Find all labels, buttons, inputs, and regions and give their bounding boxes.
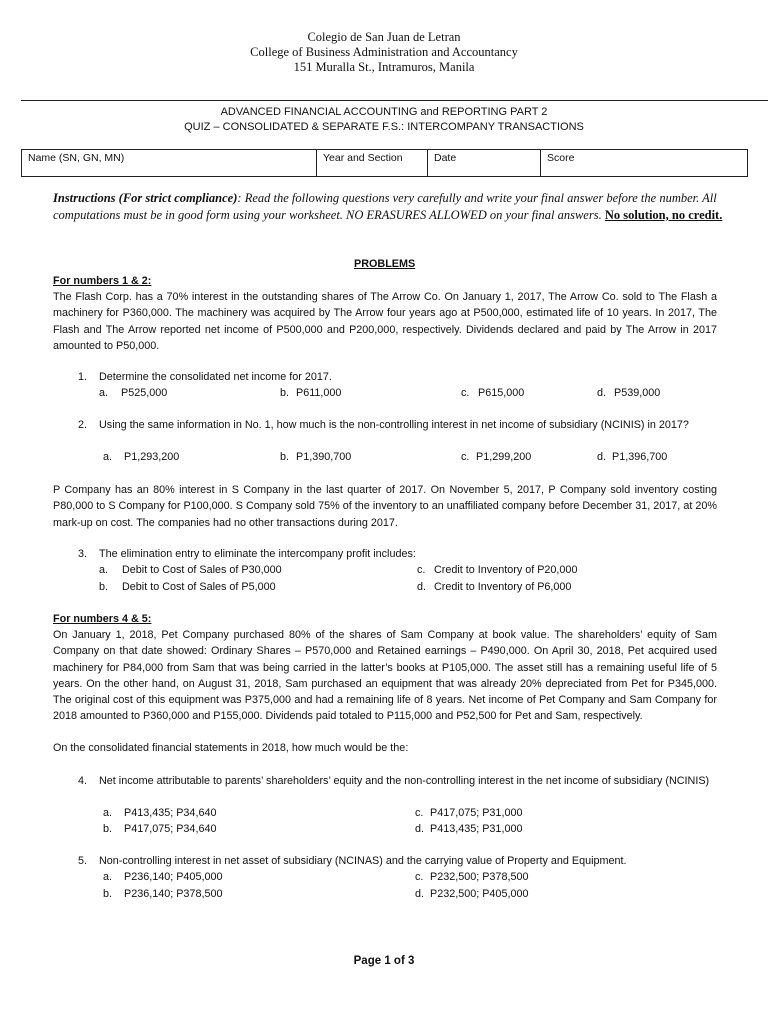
q2-choice-c-letter: c. — [461, 451, 470, 463]
q1-choice-a: P525,000 — [121, 387, 168, 399]
q4-choice-a-letter: a. — [103, 807, 113, 819]
q2-text: Using the same information in No. 1, how much is the non-controlling interest in net income of subsidiary (NCINIS) in 2017? — [99, 419, 689, 431]
name-cell: Name (SN, GN, MN) — [22, 150, 317, 177]
q2-choice-b-letter: b. — [280, 451, 290, 463]
q4-choice-d-letter: d. — [415, 823, 425, 835]
q2-choice-b: P1,390,700 — [296, 451, 352, 463]
section1-paragraph: The Flash Corp. has a 70% interest in the outstanding shares of The Arrow Co. On January 1, 2017, The Arrow Co. sold to The Flash a machinery for P360,000. The machinery was acquired by The Arrow four years ago at P500,000, estimated life of 10 years. In 2017, The Flash and The Arrow reported net income of P500,000 and P200,000, respectively. Dividends declared and paid by The Arrow in 2017 amounted to P50,000. — [53, 291, 717, 352]
q5-choice-a: P236,140; P405,000 — [124, 871, 223, 883]
section1-heading: For numbers 1 & 2: — [53, 275, 152, 287]
instructions-emphasis: No solution, no credit. — [604, 208, 723, 222]
q4-choice-b: P417,075; P34,640 — [124, 823, 217, 835]
college-name: College of Business Administration and Accountancy — [250, 45, 518, 59]
q3-text: The elimination entry to eliminate the intercompany profit includes: — [99, 548, 416, 560]
q3-choice-a: Debit to Cost of Sales of P30,000 — [122, 564, 282, 576]
q4-text: Net income attributable to parents’ shareholders’ equity and the non-controlling interest in the net income of subsidiary (NCINIS) — [99, 775, 710, 787]
q5-choice-b: P236,140; P378,500 — [124, 888, 223, 900]
q3-choice-d-letter: d. — [417, 581, 427, 593]
course-title: ADVANCED FINANCIAL ACCOUNTING and REPORTING PART 2 — [220, 106, 548, 118]
q1-choice-b: P611,000 — [296, 387, 342, 399]
q4-choice-b-letter: b. — [103, 823, 113, 835]
school-address: 151 Muralla St., Intramuros, Manila — [293, 60, 475, 74]
instructions — [53, 190, 723, 224]
q5-choice-d-letter: d. — [415, 888, 425, 900]
q5-choice-c: P232,500; P378,500 — [430, 871, 529, 883]
q3-choice-b-letter: b. — [99, 581, 109, 593]
school-name: Colegio de San Juan de Letran — [307, 30, 461, 44]
quiz-title: QUIZ – CONSOLIDATED & SEPARATE F.S.: INTERCOMPANY TRANSACTIONS — [184, 121, 584, 133]
q5-choice-a-letter: a. — [103, 871, 113, 883]
student-info-table — [21, 149, 748, 177]
section3-paragraph: On January 1, 2018, Pet Company purchased 80% of the shares of Sam Company at book value. The shareholders’ equity of Sam Company on that date showed: Ordinary Shares – P570,000 and Retained earnings – P490,000. On April 30, 2018, Pet acquired used machinery for P84,000 from Sam that was being carried in the latter’s books at P105,000. The asset still has a remaining useful life of 5 years. On the other hand, on August 31, 2018, Sam purchased an equipment that was already 20% depreciated from Pet for P345,000. The original cost of this equipment was P375,000 and had a remaining life of 8 years. Net income of Pet Company and Sam Company for 2018 amounted to P360,000 and P155,000. Dividends paid totaled to P115,000 and P52,500 for Pet and Sam, respectively. — [53, 629, 717, 723]
q3-choice-c-letter: c. — [417, 564, 426, 576]
q1-text: Determine the consolidated net income for 2017. — [99, 371, 332, 383]
q4-choice-c-letter: c. — [415, 807, 424, 819]
instructions-body: : Read the following questions very carefully and write your final answer before the number. All computations must be in good form using your worksheet. NO ERASURES ALLOWED on your final answers. — [53, 191, 717, 222]
q1-choice-c-letter: c. — [461, 387, 470, 399]
page-number: Page 1 of 3 — [353, 955, 415, 967]
q1-choice-d: P539,000 — [614, 387, 661, 399]
q2-choice-d: P1,396,700 — [612, 451, 668, 463]
q4-choice-c: P417,075; P31,000 — [430, 807, 523, 819]
q5-choice-c-letter: c. — [415, 871, 424, 883]
year-section-cell: Year and Section — [317, 150, 428, 177]
q2-number: 2. — [78, 419, 88, 431]
q2-choice-c: P1,299,200 — [476, 451, 532, 463]
q1-choice-a-letter: a. — [99, 387, 109, 399]
q3-choice-b: Debit to Cost of Sales of P5,000 — [122, 581, 276, 593]
q1-number: 1. — [78, 371, 88, 383]
instructions-lead: Instructions (For strict compliance) — [53, 191, 238, 205]
section3-lead: On the consolidated financial statements in 2018, how much would be the: — [53, 742, 409, 754]
q3-number: 3. — [78, 548, 88, 560]
section2-paragraph: P Company has an 80% interest in S Company in the last quarter of 2017. On November 5, 2017, P Company sold inventory costing P80,000 to S Company for P100,000. S Company sold 75% of the inventory to an unaffiliated company before December 31, 2017, at 20% mark-up on cost. The companies had no other transactions during 2017. — [53, 484, 717, 529]
q2-choice-a: P1,293,200 — [124, 451, 180, 463]
q5-text: Non-controlling interest in net asset of subsidiary (NCINAS) and the carrying value of Property and Equipment. — [99, 855, 627, 867]
q4-choice-a: P413,435; P34,640 — [124, 807, 217, 819]
date-cell: Date — [428, 150, 541, 177]
q5-choice-d: P232,500; P405,000 — [430, 888, 529, 900]
q1-choice-c: P615,000 — [478, 387, 525, 399]
q1-choice-d-letter: d. — [597, 387, 607, 399]
q4-choice-d: P413,435; P31,000 — [430, 823, 523, 835]
q4-number: 4. — [78, 775, 88, 787]
header-divider — [21, 100, 768, 101]
score-cell: Score — [541, 150, 748, 177]
q5-number: 5. — [78, 855, 88, 867]
q3-choice-d: Credit to Inventory of P6,000 — [434, 581, 572, 593]
q2-choice-d-letter: d. — [597, 451, 607, 463]
section3-heading: For numbers 4 & 5: — [53, 613, 152, 625]
q3-choice-c: Credit to Inventory of P20,000 — [434, 564, 578, 576]
problems-heading: PROBLEMS — [354, 258, 416, 270]
q1-choice-b-letter: b. — [280, 387, 290, 399]
q5-choice-b-letter: b. — [103, 888, 113, 900]
q2-choice-a-letter: a. — [103, 451, 113, 463]
q3-choice-a-letter: a. — [99, 564, 109, 576]
